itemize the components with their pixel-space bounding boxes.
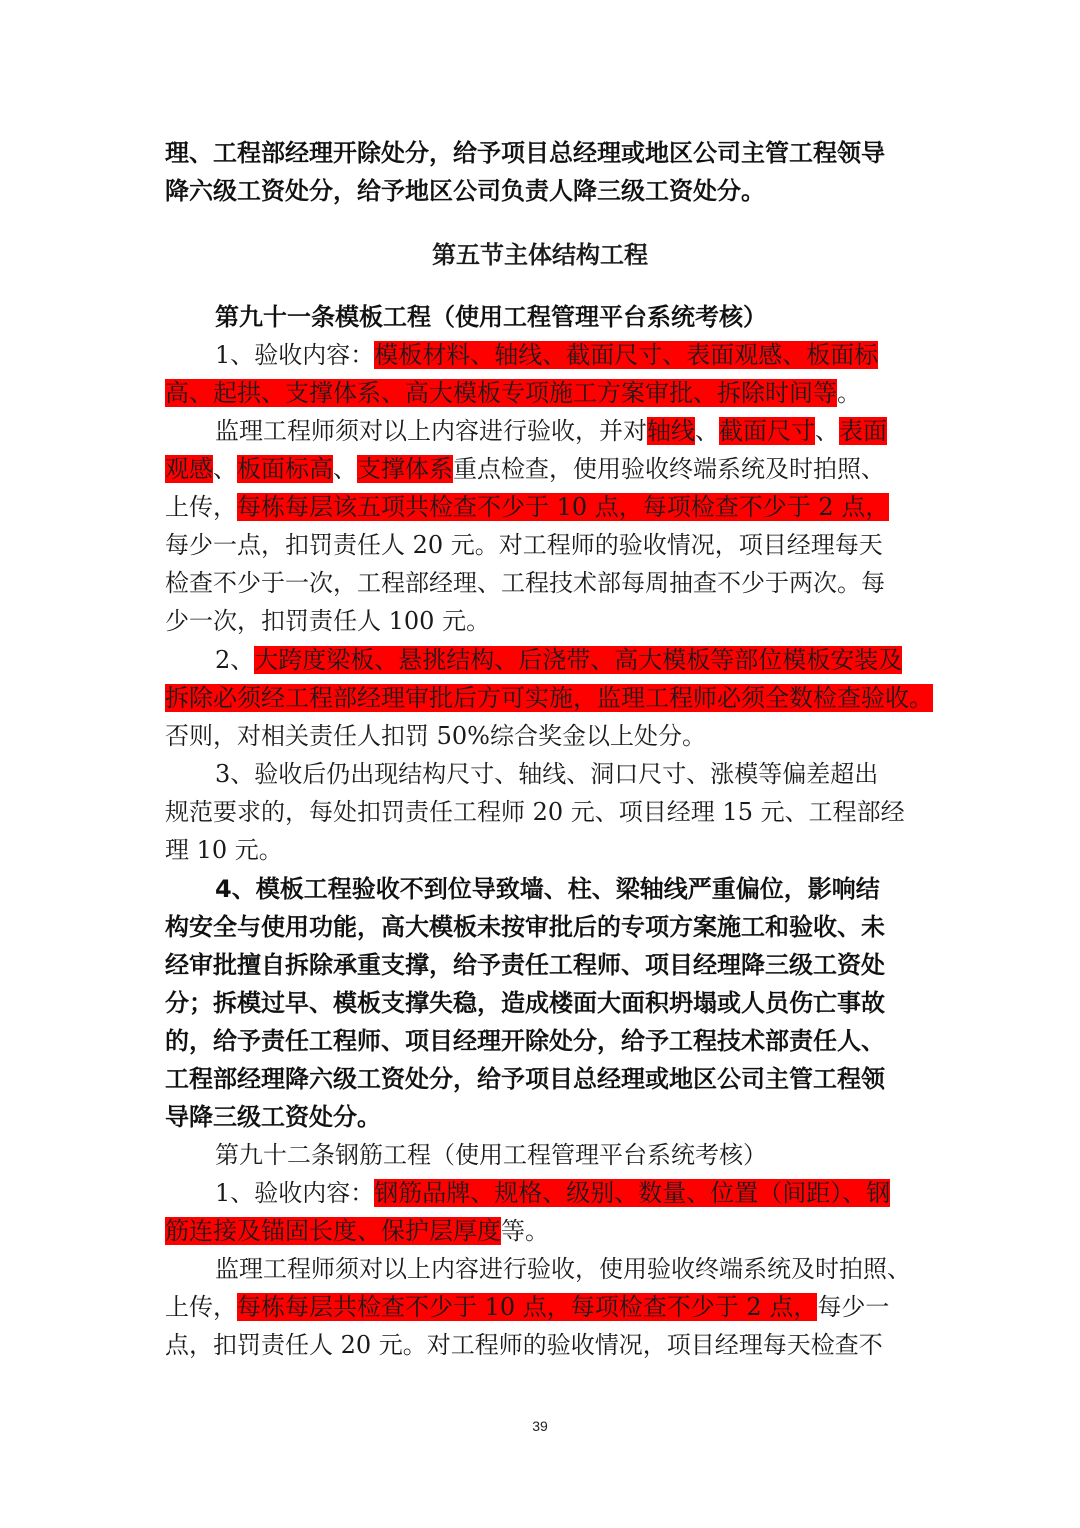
- highlighted-text: 观感: [165, 455, 213, 483]
- section-title: 第五节主体结构工程: [432, 241, 648, 269]
- text-line: [165, 1212, 549, 1250]
- text-segment: 监理工程师须对以上内容进行验收，并对: [215, 417, 647, 445]
- highlighted-text: 大跨度梁板、悬挑结构、后浇带、高大模板等部位模板安装及: [254, 646, 903, 674]
- text-line: [215, 298, 767, 336]
- text-segment: 、: [213, 455, 237, 483]
- text-segment: 检查不少于一次，工程部经理、工程技术部每周抽查不少于两次。每: [165, 569, 885, 597]
- highlighted-text: 截面尺寸: [719, 417, 815, 445]
- text-segment: 上传，: [165, 493, 237, 521]
- text-line: [215, 1174, 890, 1212]
- text-segment: 降六级工资处分，给予地区公司负责人降三级工资处分。: [165, 177, 765, 205]
- text-segment: 上传，: [165, 1293, 237, 1321]
- highlighted-text: 轴线: [647, 417, 695, 445]
- text-line: [165, 946, 885, 984]
- text-segment: 2、: [215, 646, 255, 674]
- text-line: [165, 172, 765, 210]
- text-segment: 否则，对相关责任人扣罚 50%综合奖金以上处分。: [165, 722, 706, 750]
- text-segment: 每少一点，扣罚责任人 20 元。对工程师的验收情况，项目经理每天: [165, 531, 883, 559]
- text-line: [165, 1060, 885, 1098]
- text-line: [165, 526, 883, 564]
- text-line: [215, 412, 887, 450]
- highlighted-text: 筋连接及锚固长度、保护层厚度: [165, 1217, 501, 1245]
- text-line: [165, 374, 861, 412]
- highlighted-text: 每栋每层该五项共检查不少于 10 点，每项检查不少于 2 点，: [237, 493, 890, 521]
- text-line: [165, 602, 490, 640]
- text-segment: 工程部经理降六级工资处分，给予项目总经理或地区公司主管工程领: [165, 1065, 885, 1093]
- text-segment: 1、验收内容：: [215, 341, 375, 369]
- text-line: [215, 1136, 767, 1174]
- highlighted-text: 支撑体系: [357, 455, 453, 483]
- text-segment: 、: [695, 417, 719, 445]
- text-line: [165, 717, 706, 755]
- text-line: [165, 1288, 889, 1326]
- highlighted-text: 模板材料、轴线、截面尺寸、表面观感、板面标: [374, 341, 879, 369]
- text-line: [215, 1250, 911, 1288]
- text-line: [165, 984, 885, 1022]
- text-segment: 少一次，扣罚责任人 100 元。: [165, 607, 491, 635]
- text-line: [165, 679, 933, 717]
- text-segment: 的，给予责任工程师、项目经理开除处分，给予工程技术部责任人、: [165, 1027, 885, 1055]
- text-segment: 理 10 元。: [165, 836, 283, 864]
- text-segment: 重点检查，使用验收终端系统及时拍照、: [453, 455, 885, 483]
- text-segment: 4、模板工程验收不到位导致墙、柱、梁轴线严重偏位，影响结: [215, 875, 880, 903]
- text-segment: 导降三级工资处分。: [165, 1103, 381, 1131]
- text-segment: 分；拆模过早、模板支撑失稳，造成楼面大面积坍塌或人员伤亡事故: [165, 989, 885, 1017]
- highlighted-text: 拆除必须经工程部经理审批后方可实施，监理工程师必须全数检查验收。: [165, 684, 933, 712]
- text-segment: 1、验收内容：: [215, 1179, 375, 1207]
- text-segment: 3、验收后仍出现结构尺寸、轴线、洞口尺寸、涨模等偏差超出: [215, 760, 879, 788]
- highlighted-text: 板面标高: [237, 455, 333, 483]
- text-line: [165, 1326, 883, 1364]
- text-segment: 、: [333, 455, 357, 483]
- text-line: [165, 793, 905, 831]
- text-line: [215, 870, 880, 908]
- text-line: [215, 641, 902, 679]
- highlighted-text: 钢筋品牌、规格、级别、数量、位置（间距）、钢: [374, 1179, 891, 1207]
- text-line: [215, 755, 878, 793]
- text-line: [165, 134, 885, 172]
- text-line: [165, 488, 889, 526]
- text-line: [165, 831, 283, 869]
- highlighted-text: 高、起拱、支撑体系、高大模板专项施工方案审批、拆除时间等: [165, 379, 837, 407]
- text-segment: 第九十二条钢筋工程（使用工程管理平台系统考核）: [215, 1141, 767, 1169]
- text-line: [165, 564, 885, 602]
- text-line: [165, 450, 885, 488]
- text-segment: 第九十一条模板工程（使用工程管理平台系统考核）: [215, 303, 767, 331]
- text-line: [165, 908, 885, 946]
- text-segment: 理、工程部经理开除处分，给予项目总经理或地区公司主管工程领导: [165, 139, 885, 167]
- text-segment: 、: [815, 417, 839, 445]
- text-segment: 经审批擅自拆除承重支撑，给予责任工程师、项目经理降三级工资处: [165, 951, 885, 979]
- text-line: [165, 1022, 885, 1060]
- text-line: [165, 1098, 381, 1136]
- text-segment: 监理工程师须对以上内容进行验收，使用验收终端系统及时拍照、: [215, 1255, 911, 1283]
- page-number: 39: [532, 1418, 548, 1434]
- text-segment: 规范要求的，每处扣罚责任工程师 20 元、项目经理 15 元、工程部经: [165, 798, 905, 826]
- text-segment: 点，扣罚责任人 20 元。对工程师的验收情况，项目经理每天检查不: [165, 1331, 883, 1359]
- highlighted-text: 每栋每层共检查不少于 10 点，每项检查不少于 2 点，: [237, 1293, 818, 1321]
- text-segment: 每少一: [817, 1293, 890, 1321]
- highlighted-text: 表面: [839, 417, 887, 445]
- text-segment: 构安全与使用功能，高大模板未按审批后的专项方案施工和验收、未: [165, 913, 885, 941]
- text-segment: 。: [837, 379, 861, 407]
- text-segment: 等。: [501, 1217, 549, 1245]
- text-line: [215, 336, 878, 374]
